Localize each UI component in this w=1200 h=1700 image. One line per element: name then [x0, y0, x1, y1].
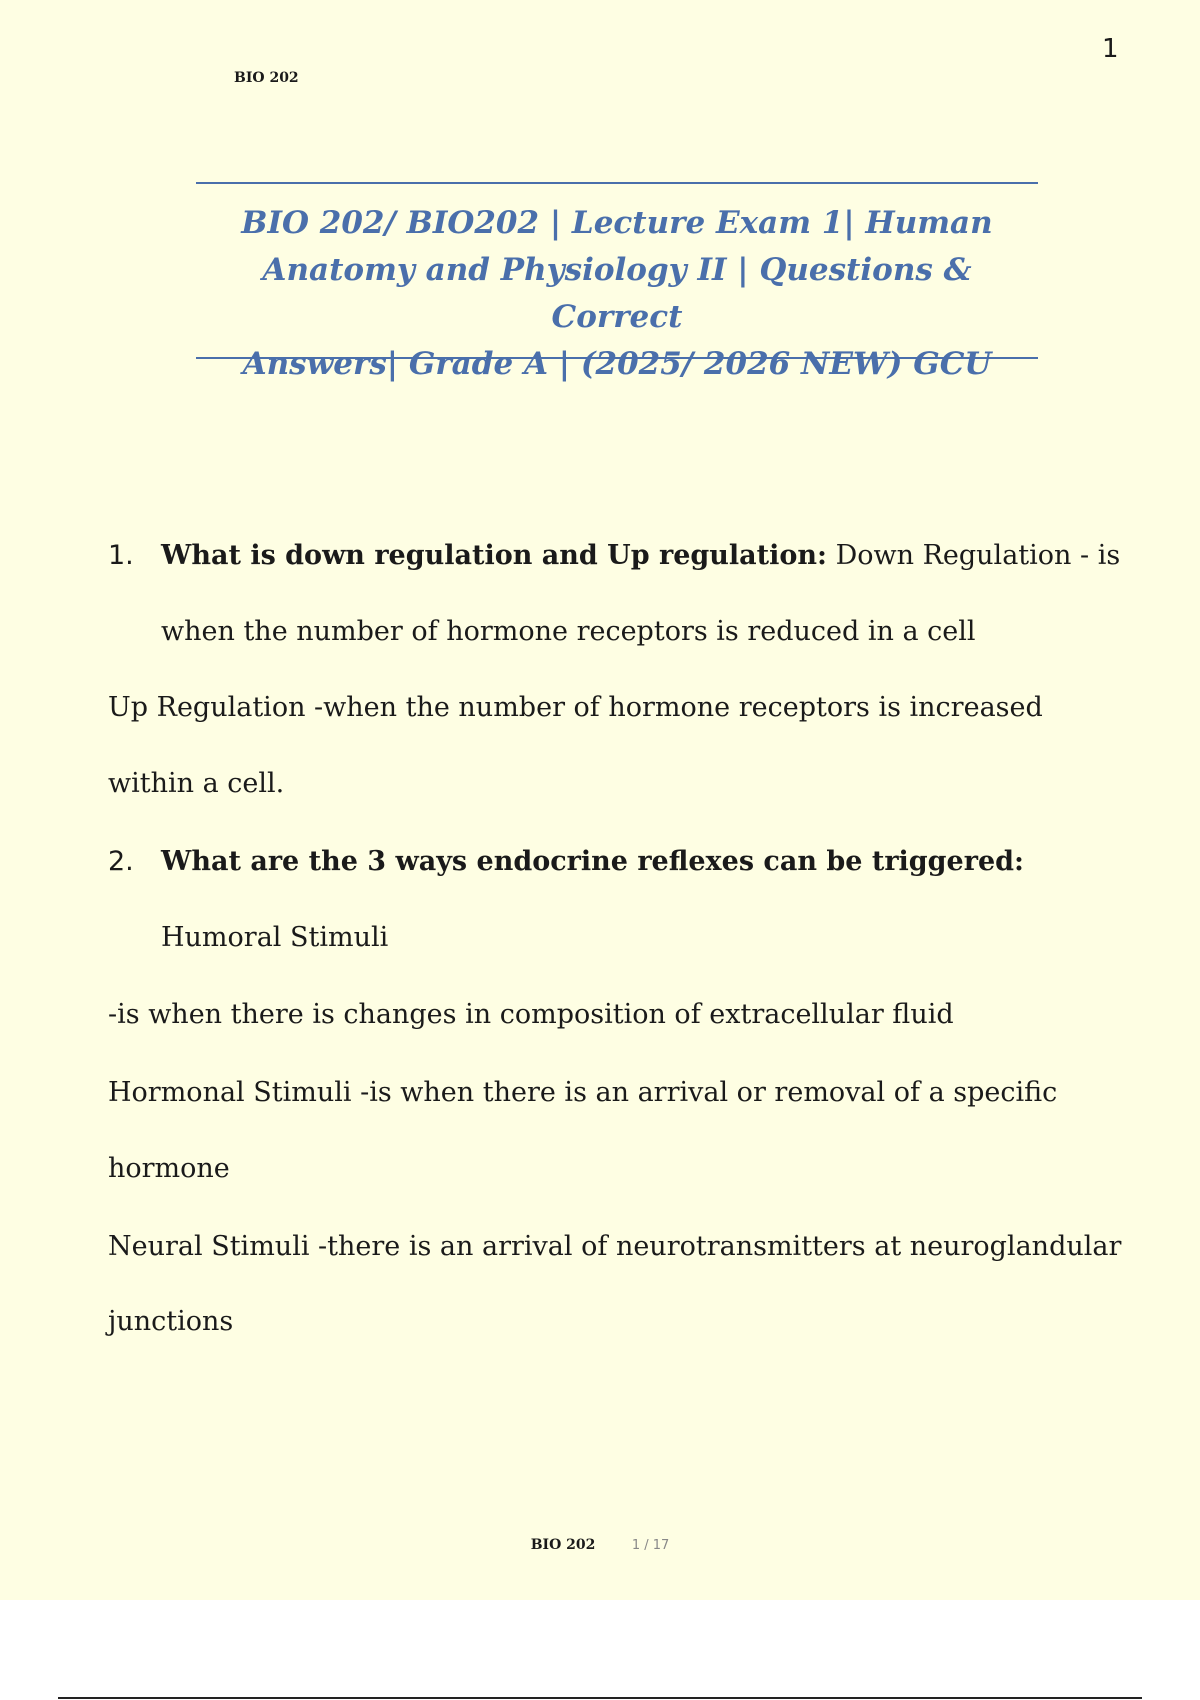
question-number: 1. — [108, 540, 134, 571]
title-line-1: BIO 202/ BIO202 | Lecture Exam 1| Human — [241, 205, 993, 241]
running-header: BIO 202 — [234, 70, 299, 86]
answer-line: Up Regulation -when the number of hormone receptors is increased — [108, 692, 1043, 723]
question-text: What is down regulation and Up regulation: — [161, 540, 827, 571]
question-number: 2. — [108, 846, 134, 877]
page-separator — [58, 1697, 1142, 1699]
page-number: 1 — [1102, 34, 1119, 64]
answer-line: Hormonal Stimuli -is when there is an arrival or removal of a specific — [108, 1077, 1058, 1108]
answer-line: junctions — [108, 1306, 234, 1337]
question-text: What are the 3 ways endocrine reflexes can be triggered: — [161, 846, 1024, 877]
answer-line: Humoral Stimuli — [161, 922, 389, 953]
title-bottom-rule — [196, 357, 1038, 359]
page-footer — [0, 1537, 1200, 1553]
answer-line: -is when there is changes in composition of extracellular fluid — [108, 999, 954, 1030]
answer-line: hormone — [108, 1153, 230, 1184]
title-line-2: Anatomy and Physiology II | Questions & Correct — [262, 252, 972, 335]
answer-line: Neural Stimuli -there is an arrival of neurotransmitters at neuroglandular — [108, 1231, 1122, 1262]
answer-text: Down Regulation - is — [835, 540, 1121, 571]
document-title — [196, 200, 1038, 388]
answer-line: within a cell. — [108, 768, 285, 799]
answer-line: when the number of hormone receptors is reduced in a cell — [161, 616, 976, 647]
title-top-rule — [196, 182, 1038, 184]
footer-page-count: 1 / 17 — [631, 1538, 670, 1553]
title-line-3: Answers| Grade A | (2025/ 2026 NEW) GCU — [242, 346, 992, 382]
footer-course-label: BIO 202 — [530, 1537, 596, 1553]
